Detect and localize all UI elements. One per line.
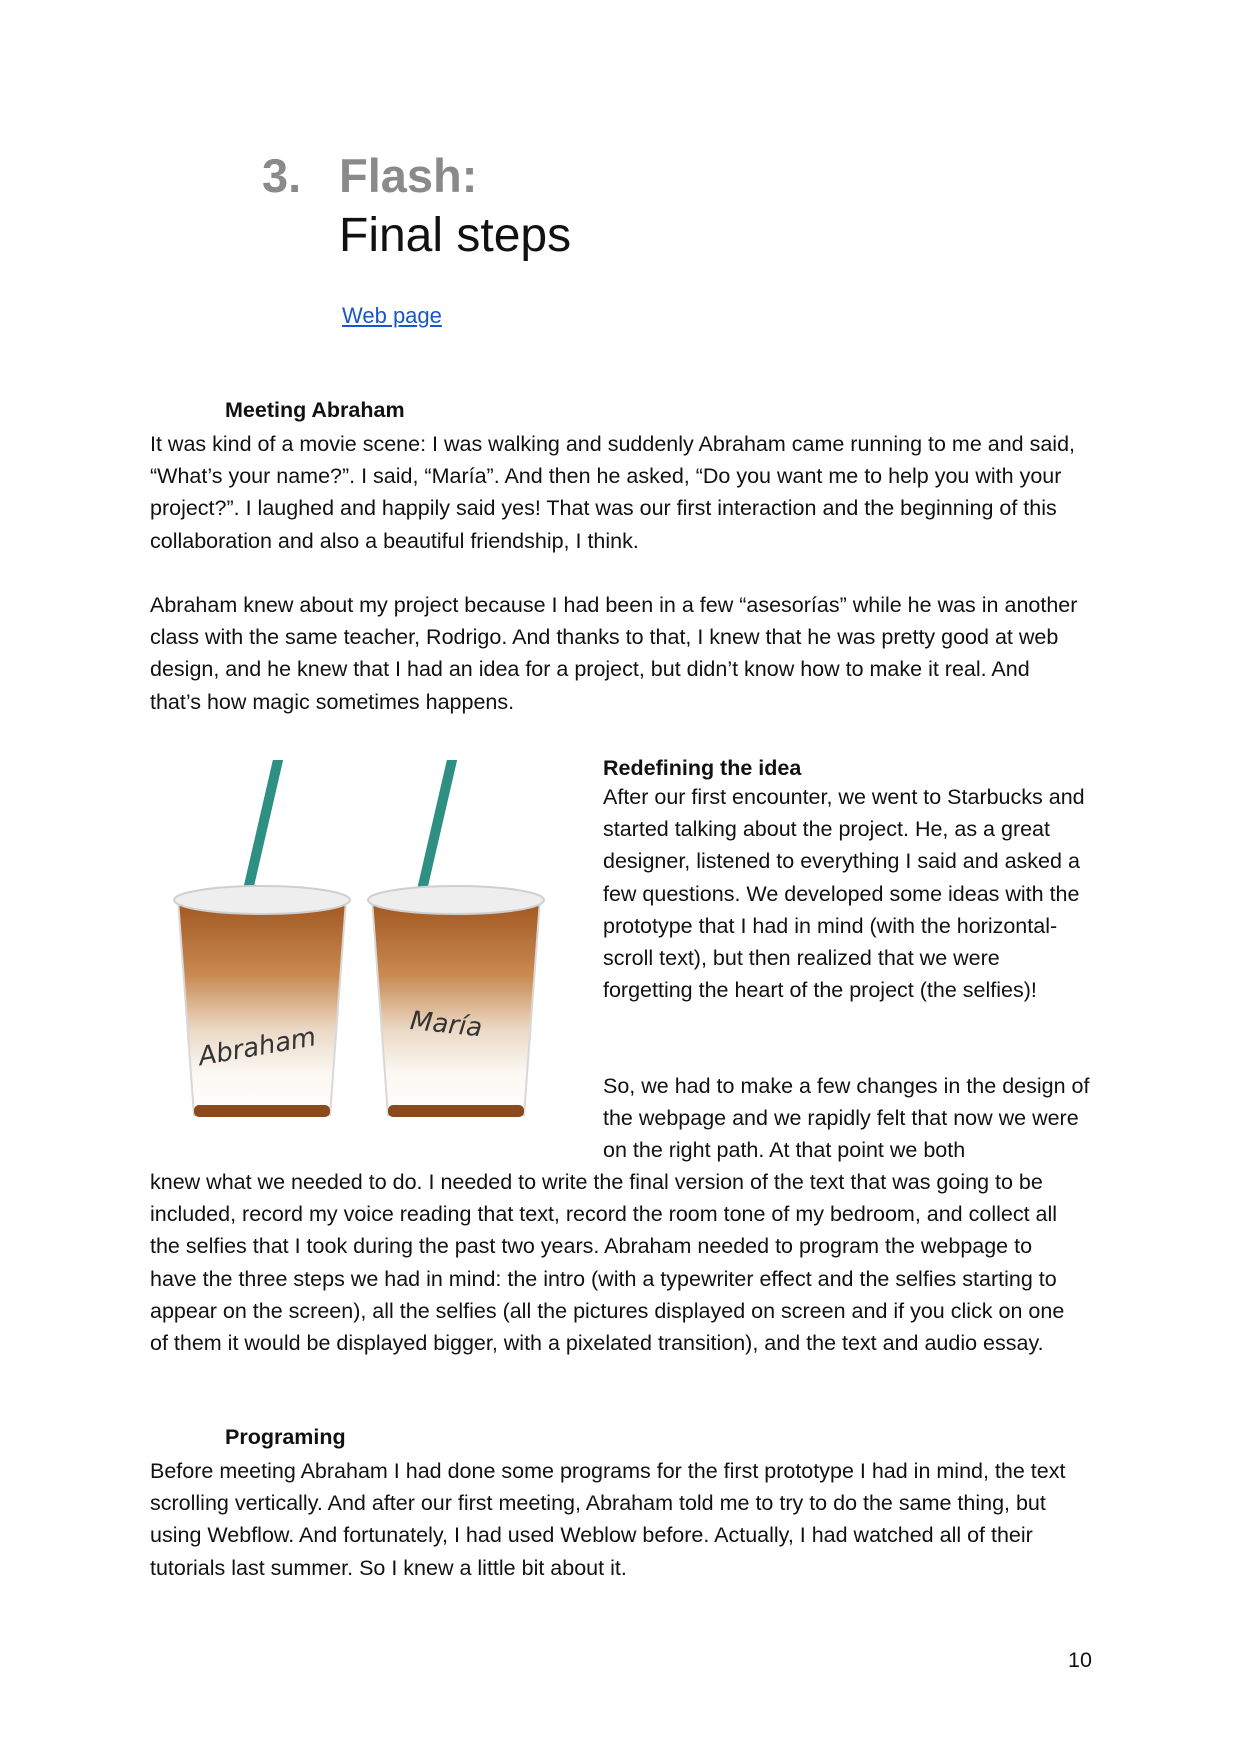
meeting-abraham-title: Meeting Abraham	[225, 398, 405, 422]
redefining-paragraph-1: After our first encounter, we went to Starbucks and started talking about the project. He, as a great designer, listened to everything I said and asked a few questions. We developed some ideas with the prototype that I had in mind (with the horizontal-scroll text), but then realized that we were forgetting the heart of the project (the selfies)!	[603, 785, 1085, 1003]
section-subtitle: Final steps	[339, 209, 572, 262]
cup1-name: Abraham	[196, 1022, 319, 1073]
section-number: 3.	[262, 149, 302, 202]
cup2-name: María	[408, 1005, 484, 1044]
redefining-title: Redefining the idea	[603, 756, 802, 780]
cup-abraham	[174, 760, 350, 1117]
coffee-cups-image	[160, 760, 580, 1130]
web-page-link[interactable]: Web page	[342, 303, 442, 328]
redefining-paragraph-2-rest: knew what we needed to do. I needed to write the final version of the text that was going to be included, record my voice reading that text, record the room tone of my bedroom, and collect all the selfies that I took during the past two years. Abraham needed to program the webpage to have the three steps we had in mind: the intro (with a typewriter effect and the selfies starting to appear on the screen), all the selfies (all the pictures displayed on screen and if you click on one of them it would be displayed bigger, with a pixelated transition), and the text and audio essay.	[150, 1170, 1065, 1356]
meeting-abraham-paragraph-2: Abraham knew about my project because I had been in a few “asesorías” while he was in another class with the same teacher, Rodrigo. And thanks to that, I knew that he was pretty good at web design, and he knew that I had an idea for a project, but didn’t know how to make it real. And that’s how magic sometimes happens.	[150, 593, 1078, 714]
programing-paragraph: Before meeting Abraham I had done some programs for the first prototype I had in mind, the text scrolling vertically. And after our first meeting, Abraham told me to try to do the same thing, but using Webflow. And fortunately, I had used Weblow before. Actually, I had watched all of their tutorials last summer. So I knew a little bit about it.	[150, 1459, 1066, 1580]
section-title: Flash:	[339, 149, 478, 202]
meeting-abraham-paragraph-1: It was kind of a movie scene: I was walking and suddenly Abraham came running to me and said, “What’s your name?”. I said, “María”. And then he asked, “Do you want me to help you with your project?”. I laughed and happily said yes! That was our first interaction and the beginning of this collaboration and also a beautiful friendship, I think.	[150, 432, 1076, 553]
cup-maria	[368, 760, 544, 1117]
programing-title: Programing	[225, 1425, 346, 1449]
page-number: 10	[1068, 1648, 1092, 1672]
redefining-paragraph-2-start: So, we had to make a few changes in the design of the webpage and we rapidly felt that now we were on the right path. At that point we both	[603, 1074, 1090, 1163]
